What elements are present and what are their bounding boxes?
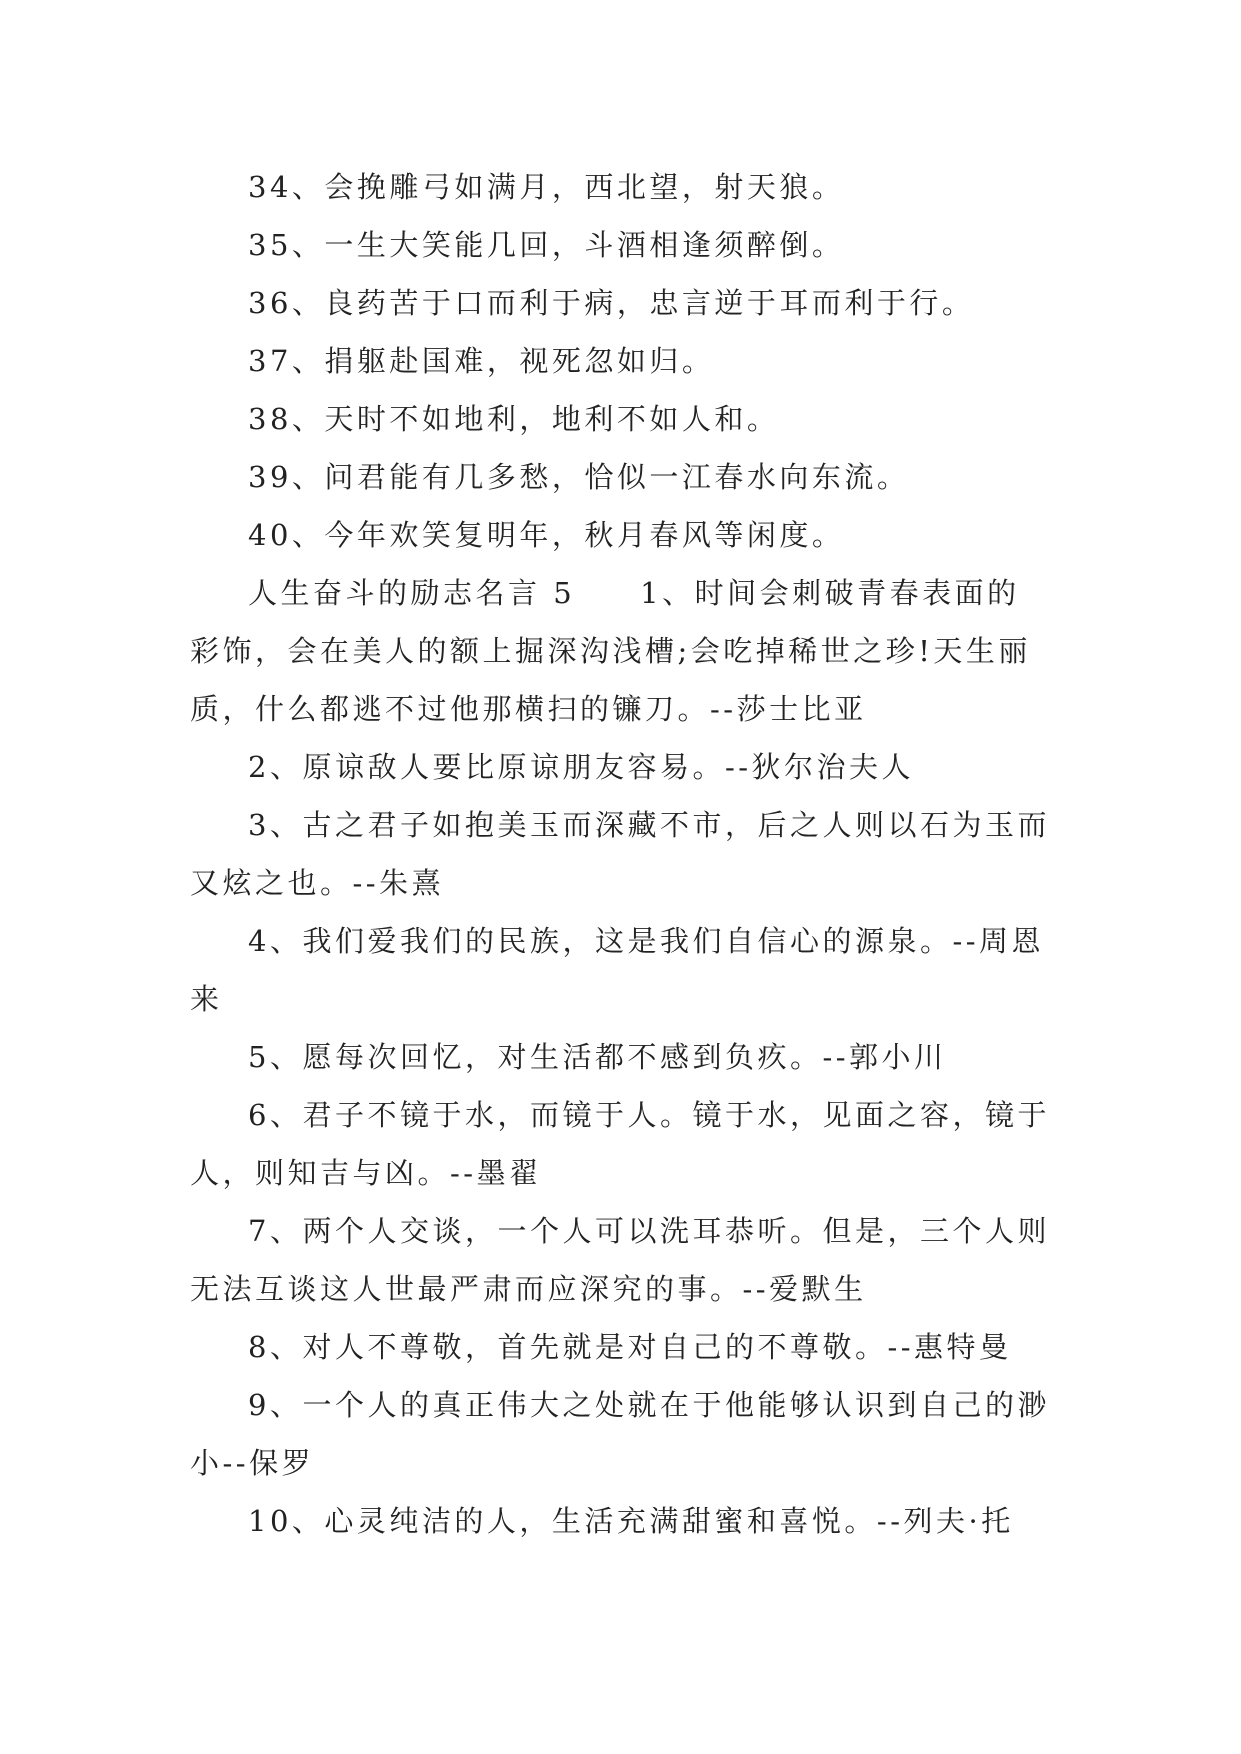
section-5-quote-9: 9、一个人的真正伟大之处就在于他能够认识到自己的渺小--保罗 <box>190 1388 1050 1480</box>
section-5-quote-3: 3、古之君子如抱美玉而深藏不市，后之人则以石为玉而又炫之也。--朱熹 <box>190 808 1050 900</box>
section-5-quote-7: 7、两个人交谈，一个人可以洗耳恭听。但是，三个人则无法互谈这人世最严肃而应深究的事。--爱默生 <box>190 1214 1050 1306</box>
quote-39: 39、问君能有几多愁，恰似一江春水向东流。 <box>248 460 910 494</box>
quote-36: 36、良药苦于口而利于病，忠言逆于耳而利于行。 <box>248 286 975 320</box>
section-5-quote-4: 4、我们爱我们的民族，这是我们自信心的源泉。--周恩来 <box>190 924 1045 1016</box>
quote-37: 37、捐躯赴国难，视死忽如归。 <box>248 344 715 378</box>
quote-38: 38、天时不如地利，地利不如人和。 <box>248 402 780 436</box>
section-5-quote-6: 6、君子不镜于水，而镜于人。镜于水，见面之容，镜于人，则知吉与凶。--墨翟 <box>190 1098 1050 1190</box>
section-5-quote-5: 5、愿每次回忆，对生活都不感到负疚。--郭小川 <box>248 1040 947 1074</box>
section-5-quote-10: 10、心灵纯洁的人，生活充满甜蜜和喜悦。--列夫·托 <box>248 1504 1014 1538</box>
section-5-quote-8: 8、对人不尊敬，首先就是对自己的不尊敬。--惠特曼 <box>248 1330 1012 1364</box>
section-5-quote-2: 2、原谅敌人要比原谅朋友容易。--狄尔治夫人 <box>248 750 915 784</box>
section-5-quote-1: 人生奋斗的励志名言 5 1、时间会刺破青春表面的彩饰，会在美人的额上掘深沟浅槽;会吃掉稀世之珍!天生丽质，什么都逃不过他那横扫的镰刀。--莎士比亚 <box>190 576 1031 726</box>
quote-35: 35、一生大笑能几回，斗酒相逢须醉倒。 <box>248 228 845 262</box>
document-body <box>190 158 1050 1550</box>
quote-40: 40、今年欢笑复明年，秋月春风等闲度。 <box>248 518 845 552</box>
quote-34: 34、会挽雕弓如满月，西北望，射天狼。 <box>248 170 845 204</box>
